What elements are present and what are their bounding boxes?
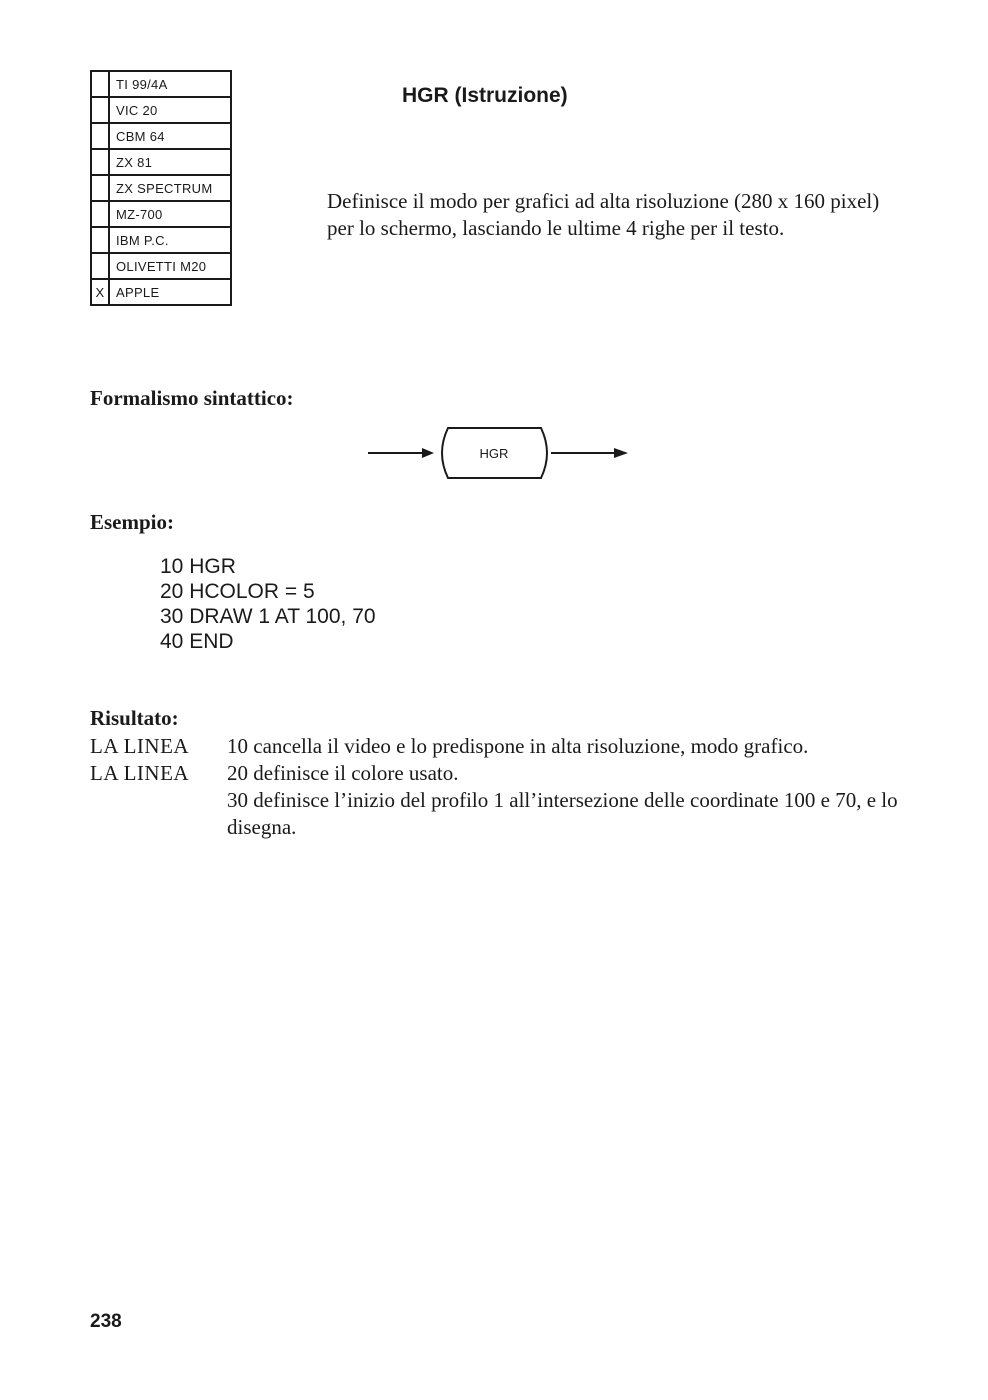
code-line: 20 HCOLOR = 5: [160, 580, 315, 603]
code-line: 40 END: [160, 630, 234, 653]
exit-arrow-icon: [614, 448, 628, 458]
result-row: [90, 787, 910, 841]
compat-machine: ZX SPECTRUM: [109, 175, 231, 201]
compat-row: [91, 149, 231, 175]
result-label: LA LINEA: [90, 734, 190, 758]
entry-arrow-icon: [422, 448, 434, 458]
result-text: 20 definisce il colore usato.: [227, 761, 459, 785]
compat-mark: X: [91, 279, 109, 305]
result-row: [90, 760, 910, 787]
compat-mark: [91, 71, 109, 97]
compat-row: [91, 97, 231, 123]
compat-row: [91, 279, 231, 305]
syntax-diagram: [366, 425, 632, 481]
compat-row: [91, 123, 231, 149]
compat-machine: TI 99/4A: [109, 71, 231, 97]
compat-machine: APPLE: [109, 279, 231, 305]
compat-row: [91, 201, 231, 227]
compat-row: [91, 227, 231, 253]
compat-machine: IBM P.C.: [109, 227, 231, 253]
result-list: [90, 733, 910, 841]
result-row: [90, 733, 910, 760]
result-label: LA LINEA: [90, 761, 190, 785]
syntax-heading: Formalismo sintattico:: [90, 386, 294, 410]
compat-machine: CBM 64: [109, 123, 231, 149]
result-label: [90, 787, 227, 841]
compat-row: [91, 175, 231, 201]
compatibility-table: [90, 70, 232, 306]
compat-machine: VIC 20: [109, 97, 231, 123]
result-text: 10 cancella il video e lo predispone in alta risoluzione, modo grafico.: [227, 734, 809, 758]
result-text: 30 definisce l’inizio del profilo 1 all’intersezione delle coordinate 100 e 70, e lo disegna.: [227, 788, 898, 839]
code-listing: [160, 554, 376, 654]
compat-mark: [91, 149, 109, 175]
compat-mark: [91, 97, 109, 123]
compat-machine: OLIVETTI M20: [109, 253, 231, 279]
compat-machine: MZ-700: [109, 201, 231, 227]
result-heading: Risultato:: [90, 706, 179, 730]
page-number: 238: [90, 1311, 122, 1332]
code-line: 10 HGR: [160, 555, 236, 578]
compat-mark: [91, 253, 109, 279]
compat-mark: [91, 227, 109, 253]
compat-mark: [91, 201, 109, 227]
compat-mark: [91, 123, 109, 149]
code-line: 30 DRAW 1 AT 100, 70: [160, 605, 376, 628]
compat-machine: ZX 81: [109, 149, 231, 175]
page-title: HGR (Istruzione): [402, 84, 568, 107]
example-heading: Esempio:: [90, 510, 174, 534]
syntax-keyword: HGR: [479, 446, 509, 461]
instruction-description: Definisce il modo per grafici ad alta risoluzione (280 x 160 pixel) per lo schermo, lasciando le ultime 4 righe per il testo.: [327, 189, 880, 240]
compat-mark: [91, 175, 109, 201]
compat-row: [91, 253, 231, 279]
compat-row: [91, 71, 231, 97]
